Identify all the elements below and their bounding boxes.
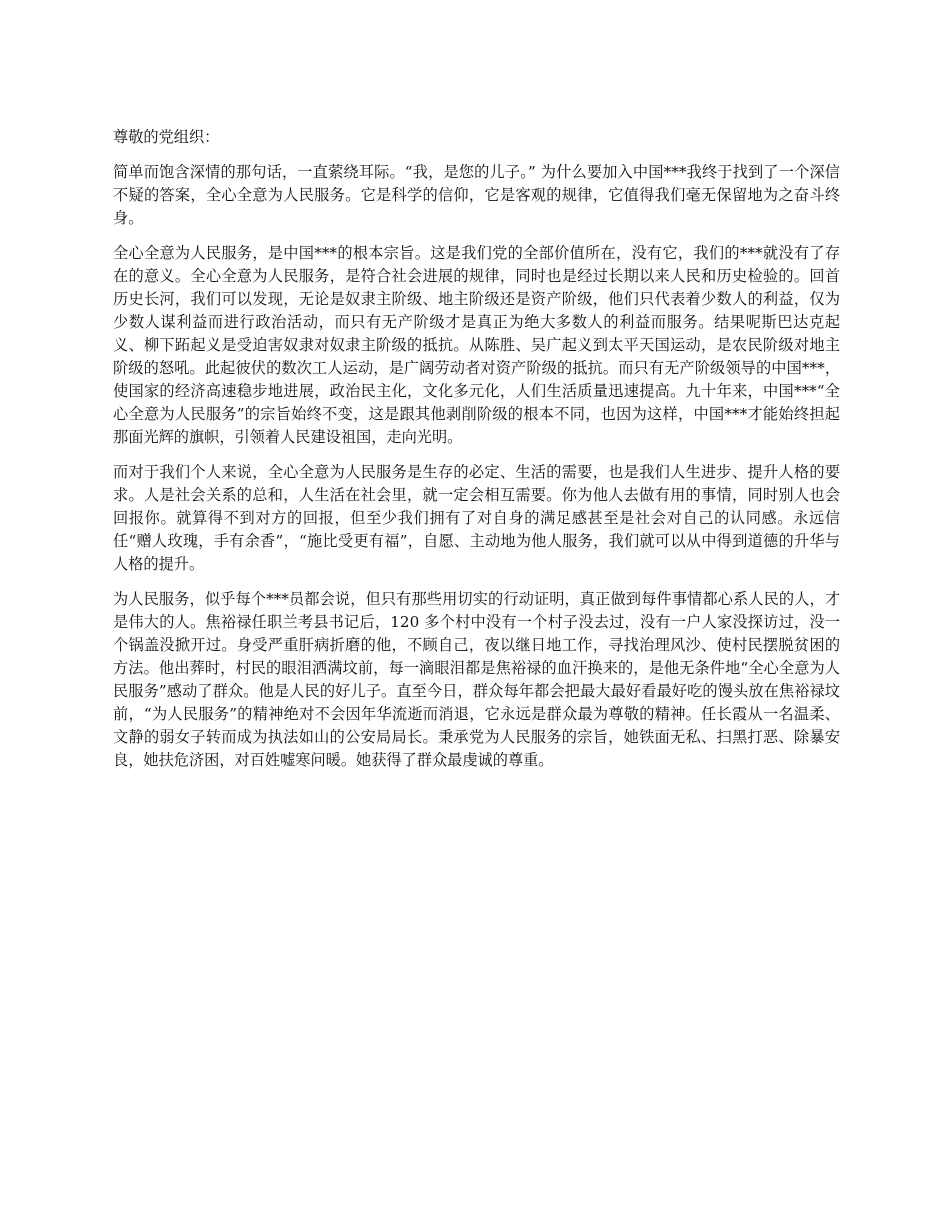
paragraph-4: 为人民服务，似乎每个***员都会说，但只有那些用切实的行动证明，真正做到每件事情都心系人民的人，才是伟大的人。焦裕禄任职兰考县书记后，120 多个村中没有一个村子没去过，没有一户人家没探访过，没一个锅盖没掀开过。身受严重肝病折磨的他，不顾自己，夜以继日地工作，寻找治理风沙、使村民摆脱贫困的方法。他出葬时，村民的眼泪洒满坟前，每一滴眼泪都是焦裕禄的血汗换来的，是他无条件地“全心全意为人民服务”感动了群众。他是人民的好儿子。直至今日，群众每年都会把最大最好看最好吃的馒头放在焦裕禄坟前，“为人民服务”的精神绝对不会因年华流逝而消退，它永远是群众最为尊敬的精神。任长霞从一名温柔、文静的弱女子转而成为执法如山的公安局局长。秉承党为人民服务的宗旨，她铁面无私、扫黑打恶、除暴安良，她扶危济困，对百姓嘘寒问暖。她获得了群众最虔诚的尊重。 bbox=[113, 590, 840, 769]
paragraph-3: 而对于我们个人来说，全心全意为人民服务是生存的必定、生活的需要，也是我们人生进步、提升人格的要求。人是社会关系的总和，人生活在社会里，就一定会相互需要。你为他人去做有用的事情，同时别人也会回报你。就算得不到对方的回报，但至少我们拥有了对自身的满足感甚至是社会对自己的认同感。永远信任“赠人玫瑰，手有余香”，“施比受更有福”，自愿、主动地为他人服务，我们就可以从中得到道德的升华与人格的提升。 bbox=[113, 463, 840, 573]
paragraph-2: 全心全意为人民服务，是中国***的根本宗旨。这是我们党的全部价值所在，没有它，我们的***就没有了存在的意义。全心全意为人民服务，是符合社会进展的规律，同时也是经过长期以来人民和历史检验的。回首历史长河，我们可以发现，无论是奴隶主阶级、地主阶级还是资产阶级，他们只代表着少数人的利益，仅为少数人谋利益而进行政治活动，而只有无产阶级才是真正为绝大多数人的利益而服务。结果呢斯巴达克起义、柳下跖起义是受迫害奴隶对奴隶主阶级的抵抗。从陈胜、吴广起义到太平天国运动，是农民阶级对地主阶级的怒吼。此起彼伏的数次工人运动，是广阔劳动者对资产阶级的抵抗。而只有无产阶级领导的中国***，使国家的经济高速稳步地进展，政治民主化，文化多元化，人们生活质量迅速提高。九十年来，中国***“全心全意为人民服务”的宗旨始终不变，这是跟其他剥削阶级的根本不同，也因为这样，中国***才能始终担起那面光辉的旗帜，引领着人民建设祖国，走向光明。 bbox=[113, 244, 840, 446]
paragraph-1: 简单而饱含深情的那句话，一直萦绕耳际。“我，是您的儿子。” 为什么要加入中国***我终于找到了一个深信不疑的答案，全心全意为人民服务。它是科学的信仰，它是客观的规律，它值得我们毫无保留地为之奋斗终身。 bbox=[113, 163, 840, 227]
document-body bbox=[113, 126, 840, 784]
salutation: 尊敬的党组织： bbox=[113, 128, 220, 146]
